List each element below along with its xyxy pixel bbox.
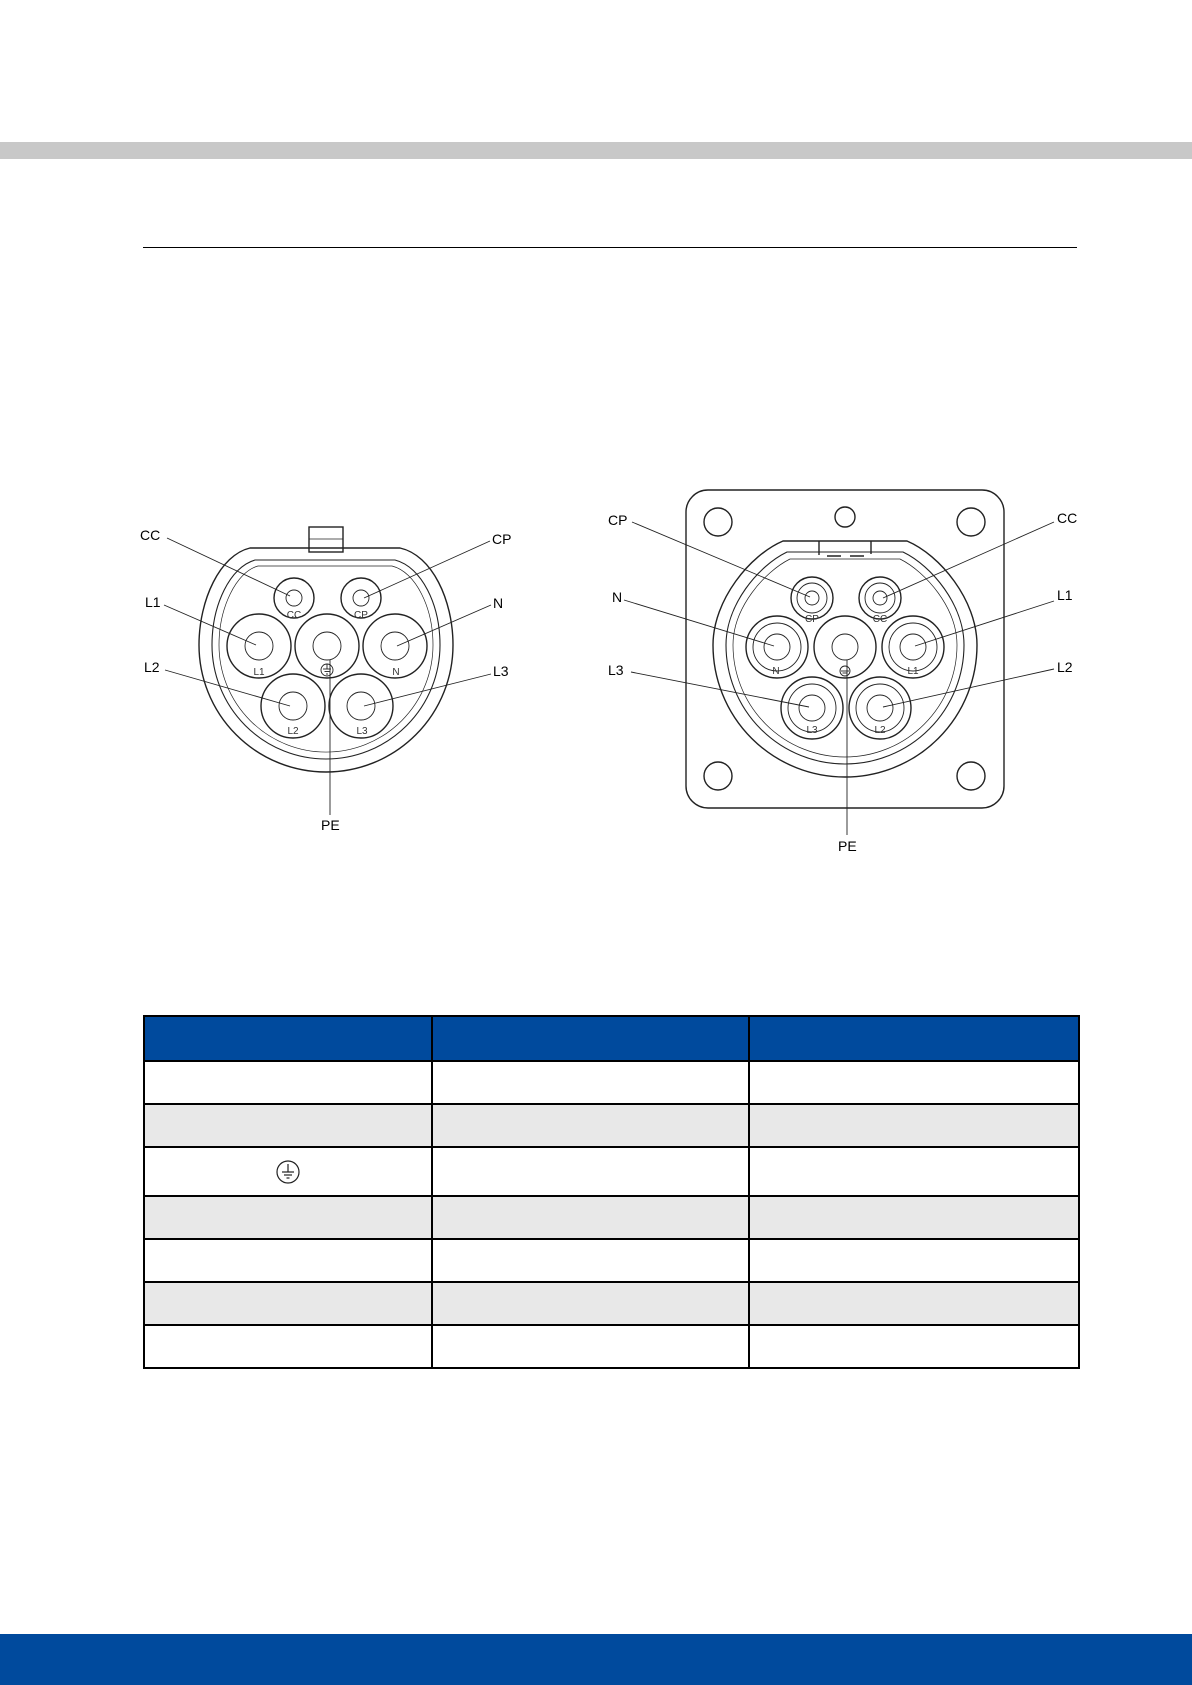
table-cell [432, 1147, 749, 1196]
table-row [144, 1239, 1079, 1282]
socket-leader-lines [624, 522, 1054, 835]
table-row [144, 1196, 1079, 1239]
socket-top-hole [835, 507, 855, 527]
inlet-label-cc: CC [140, 527, 161, 543]
socket-pin-mark-n: N [772, 666, 780, 677]
inlet-label-cp: CP [492, 531, 512, 547]
table-cell [749, 1196, 1079, 1239]
table-cell [144, 1239, 432, 1282]
table-cell [749, 1104, 1079, 1147]
table-cell [144, 1282, 432, 1325]
protective-earth-icon [276, 1160, 300, 1184]
inlet-label-pe: PE [321, 817, 340, 833]
table-cell [432, 1104, 749, 1147]
table-cell [749, 1147, 1079, 1196]
table-header-cell [749, 1016, 1079, 1061]
table-header-cell [432, 1016, 749, 1061]
socket-pin-mark-l3: L3 [806, 725, 818, 736]
table-cell [749, 1325, 1079, 1368]
inlet-pin-mark-l1: L1 [253, 667, 265, 678]
socket-label-n: N [612, 589, 623, 605]
table-cell [144, 1325, 432, 1368]
socket-mount-hole [957, 762, 985, 790]
table-cell [432, 1196, 749, 1239]
socket-label-cc: CC [1057, 510, 1078, 526]
socket-label-l2: L2 [1057, 659, 1073, 675]
inlet-label-n: N [493, 595, 504, 611]
socket-label-cp: CP [608, 512, 628, 528]
table-cell [749, 1282, 1079, 1325]
inlet-label-l1: L1 [145, 594, 161, 610]
table-cell [144, 1147, 432, 1196]
socket-pin-mark-cp: CP [805, 614, 819, 625]
table-header-cell [144, 1016, 432, 1061]
inlet-pin-mark-l3: L3 [356, 726, 368, 737]
socket-mount-hole [957, 508, 985, 536]
inlet-label-l3: L3 [493, 663, 509, 679]
socket-mount-hole [704, 762, 732, 790]
socket-pin-mark-l2: L2 [874, 725, 886, 736]
socket-outer-housing [713, 541, 977, 777]
socket-pin-mark-cc: CC [872, 614, 888, 625]
inlet-pin-mark-cp: CP [354, 610, 368, 621]
table-cell [144, 1061, 432, 1104]
table-header-row [144, 1016, 1079, 1061]
table-row [144, 1147, 1079, 1196]
socket-label-pe: PE [838, 838, 857, 854]
socket-pin-pe [814, 616, 876, 678]
socket-pin-cc [859, 577, 901, 619]
table-cell [749, 1239, 1079, 1282]
table-row [144, 1325, 1079, 1368]
socket-pin-mark-l1: L1 [907, 666, 919, 677]
socket-earth-icon [840, 666, 850, 676]
table-cell [749, 1061, 1079, 1104]
table-cell [432, 1325, 749, 1368]
inlet-pin-mark-cc: CC [286, 610, 302, 621]
table-row [144, 1282, 1079, 1325]
table-cell [144, 1104, 432, 1147]
socket-pin-cp [791, 577, 833, 619]
socket-latch-recess [819, 541, 871, 556]
inlet-pin-mark-l2: L2 [287, 726, 299, 737]
table-cell [144, 1196, 432, 1239]
socket-flange [686, 490, 1004, 808]
footer-blue-bar [0, 1634, 1192, 1685]
table-row [144, 1061, 1079, 1104]
inlet-pin-mark-n: N [392, 667, 400, 678]
inlet-label-l2: L2 [144, 659, 160, 675]
table-cell [432, 1282, 749, 1325]
table-cell [432, 1239, 749, 1282]
socket-mount-hole [704, 508, 732, 536]
table-cell [432, 1061, 749, 1104]
pin-assignment-table [143, 1015, 1080, 1369]
socket-label-l1: L1 [1057, 587, 1073, 603]
socket-label-l3: L3 [608, 662, 624, 678]
table-row [144, 1104, 1079, 1147]
